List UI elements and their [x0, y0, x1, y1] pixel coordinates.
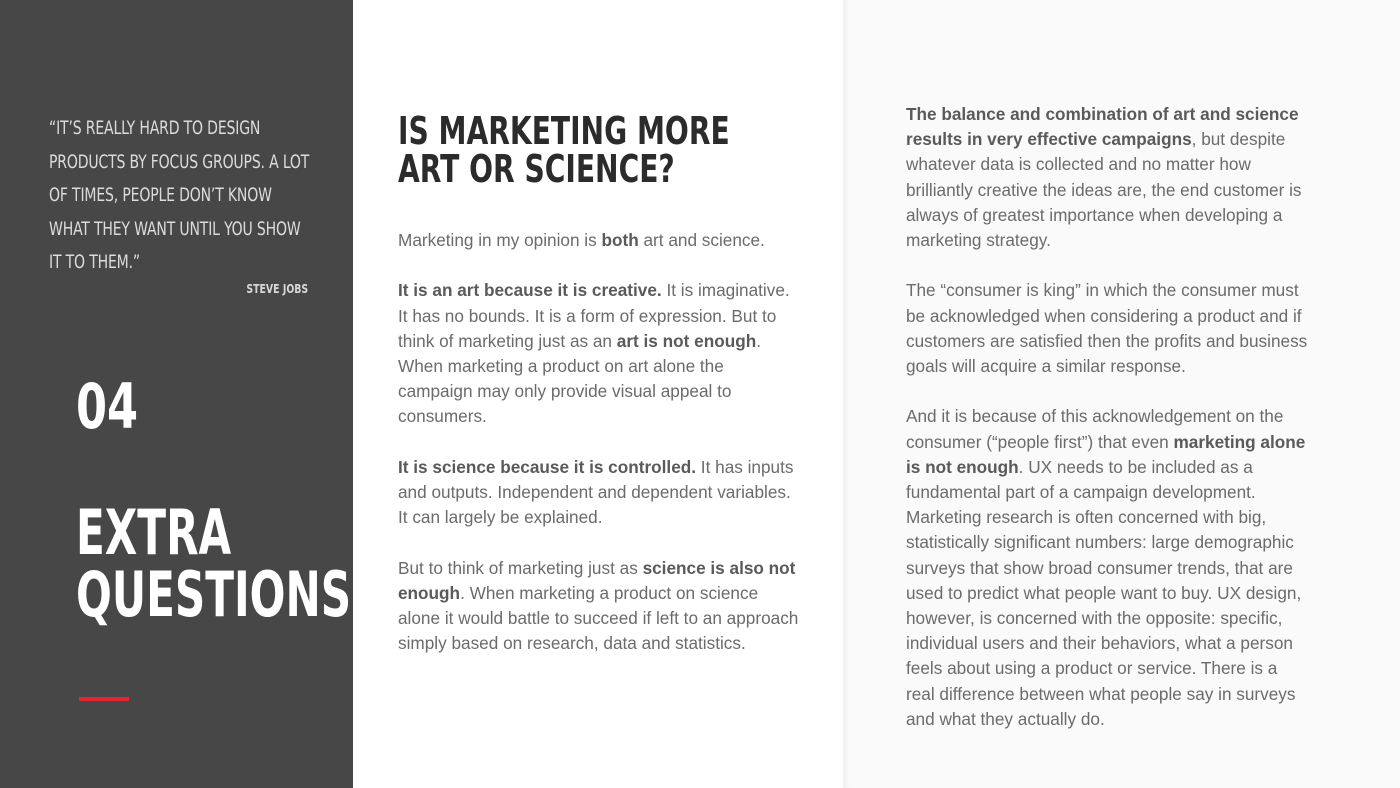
- bold-run: science is also not enough: [398, 557, 796, 603]
- paragraph: [398, 556, 803, 657]
- bold-run: It is an art because it is creative.: [398, 280, 662, 301]
- accent-divider: [79, 697, 129, 701]
- section-title-line1: EXTRA: [76, 496, 232, 569]
- page-title: IS MARKETING MORE ART OR SCIENCE?: [398, 109, 730, 191]
- bold-run: both: [601, 230, 639, 250]
- paragraph: [906, 278, 1310, 379]
- text-run: . When marketing a product on science alone it would battle to succeed if left to an approach simply based on research, data and statistics.: [398, 582, 799, 654]
- text-run: It has inputs and outputs. Independent and dependent variables. It can largely be explained.: [398, 456, 794, 528]
- quote-author: STEVE JOBS: [246, 282, 308, 296]
- text-run: art and science.: [638, 230, 765, 250]
- paragraph: [906, 404, 1310, 732]
- text-run: The “consumer is king” in which the consumer must be acknowledged when considering a product and if customers are satisfied then the profits and business goals will acquire a similar response.: [906, 280, 1308, 377]
- paragraph: [906, 102, 1310, 253]
- middle-body: [398, 228, 803, 682]
- text-run: . UX needs to be included as a fundamental part of a campaign development. Marketing research is often concerned with big, statistically significant numbers: large demographic surveys that show broad consumer trends, that are used to predict what people want to buy. UX design, however, is concerned with the opposite: specific, individual users and their behaviors, what a person feels about using a product or service. There is a real difference between what people say in surveys and what they actually do.: [906, 456, 1302, 729]
- section-title: [76, 496, 352, 631]
- sidebar-panel: [0, 0, 353, 788]
- paragraph: [398, 455, 803, 531]
- text-run: Marketing in my opinion is: [398, 230, 602, 250]
- text-run: And it is because of this acknowledgement on the consumer (“people first”) that even: [906, 406, 1284, 452]
- bold-run: art is not enough: [616, 330, 757, 351]
- quote-text: “IT’S REALLY HARD TO DESIGN PRODUCTS BY FOCUS GROUPS. A LOT OF TIMES, PEOPLE DON’T KNOW WHAT THEY WANT UNTIL YOU SHOW IT TO THEM.”: [49, 117, 310, 273]
- paragraph: [398, 278, 803, 429]
- right-body: [906, 102, 1310, 757]
- text-run: , but despite whatever data is collected and no matter how brilliantly creative the ideas are, the end customer is always of greatest importance when developing a marketing strategy.: [906, 129, 1302, 251]
- middle-column: [353, 0, 843, 788]
- section-title-line2: QUESTIONS: [76, 558, 352, 631]
- bold-run: It is science because it is controlled.: [398, 456, 697, 477]
- text-run: . When marketing a product on art alone the campaign may only provide visual appeal to consumers.: [398, 330, 761, 427]
- text-run: It is imaginative. It has no bounds. It is a form of expression. But to think of marketing just as an: [398, 280, 790, 351]
- paragraph: [398, 228, 803, 253]
- bold-run: marketing alone is not enough: [906, 431, 1306, 477]
- text-run: But to think of marketing just as: [398, 557, 643, 578]
- bold-run: The balance and combination of art and science results in very effective campaigns: [906, 104, 1299, 150]
- section-number: 04: [76, 370, 139, 443]
- right-column: [843, 0, 1400, 788]
